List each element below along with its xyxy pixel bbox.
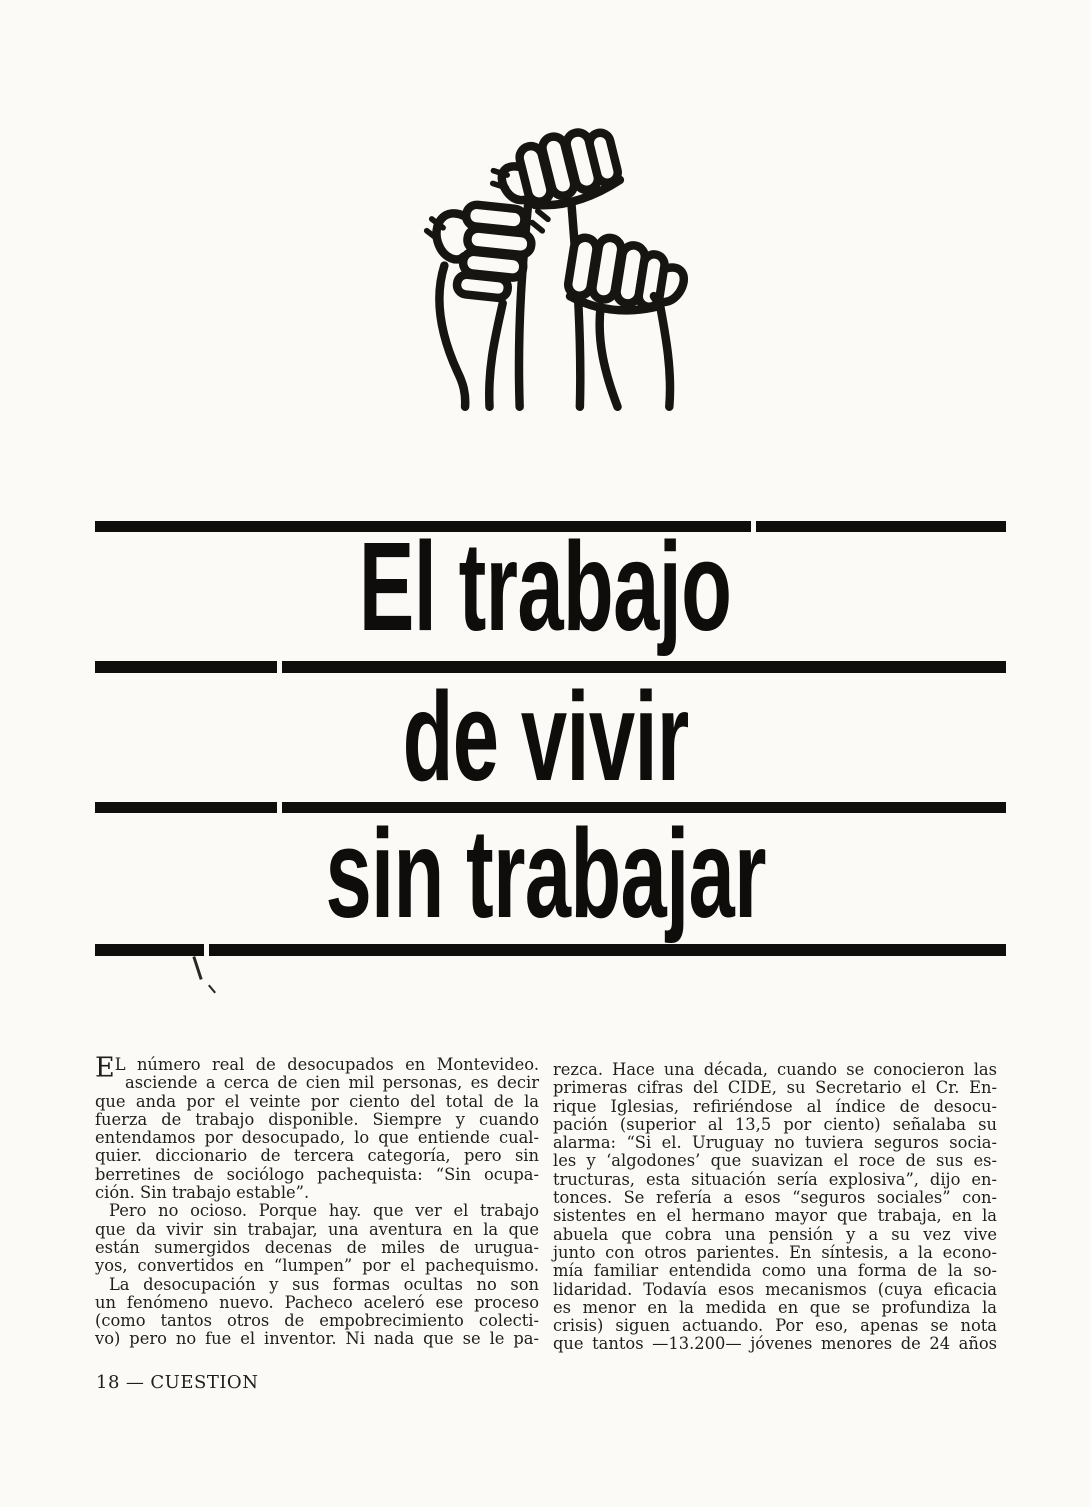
body-text-line: que da vivir sin trabajar, una aventura en la que xyxy=(95,1219,539,1239)
body-text-line: (como tantos otros de empobrecimiento colecti- xyxy=(95,1311,539,1331)
print-artifact-tick xyxy=(192,956,202,980)
headline-text: de vivir xyxy=(402,666,689,807)
body-text-line: fuerza de trabajo disponible. Siempre y cuando xyxy=(95,1109,539,1129)
footer-separator: — xyxy=(125,1372,145,1393)
headline-text: El trabajo xyxy=(359,516,732,657)
body-text-line: les y ‘algodones’ que suavizan el roce de sus es- xyxy=(553,1151,997,1171)
body-text-line: Pero no ocioso. Porque hay. que ver el trabajo xyxy=(109,1201,539,1221)
article-column-left xyxy=(95,1052,539,1349)
body-text-line: crisis) siguen actuando. Por eso, apenas se nota xyxy=(553,1316,997,1336)
body-text-line: EL número real de desocupados en Montevideo. xyxy=(95,1052,539,1084)
body-text-line: tructuras, esta situación sería explosiva”, dijo en- xyxy=(553,1169,997,1189)
headline-line-1 xyxy=(0,513,1091,660)
drop-cap-initial: E xyxy=(95,1052,115,1084)
body-text-line: vo) pero no fue el inventor. Ni nada que se le pa- xyxy=(95,1329,539,1349)
body-text-line: ción. Sin trabajo estable”. xyxy=(95,1183,310,1203)
body-text-line: mía familiar entendida como una forma de la so- xyxy=(553,1261,997,1281)
body-text-line: rezca. Hace una década, cuando se conocieron las xyxy=(553,1060,997,1079)
body-text-line: quier. diccionario de tercera categoría, pero sin xyxy=(95,1146,539,1166)
body-text-line: están sumergidos decenas de miles de urugua- xyxy=(95,1237,539,1257)
body-text-line: que tantos —13.200— jóvenes menores de 24 años xyxy=(553,1334,997,1354)
headline-text: sin trabajar xyxy=(325,803,766,944)
body-text-line: que anda por el veinte por ciento del total de la xyxy=(95,1091,539,1111)
body-text-line: asciende a cerca de cien mil personas, es decir xyxy=(125,1073,539,1093)
body-text-line: abuela que cobra una pensión y a su vez vive xyxy=(553,1224,997,1244)
body-text-line: La desocupación y sus formas ocultas no son xyxy=(109,1274,539,1294)
magazine-name: CUESTION xyxy=(150,1372,259,1393)
body-text-line: berretines de sociólogo pachequista: “Sin ocupa- xyxy=(95,1164,539,1184)
body-text-line: pación (superior al 13,5 por ciento) señalaba su xyxy=(553,1114,997,1134)
body-text-line: un fenómeno nuevo. Pacheco aceleró ese proceso xyxy=(95,1292,539,1312)
body-text-line: rique Iglesias, refiriéndose al índice de desocu- xyxy=(553,1096,997,1116)
body-text-line: es menor en la medida en que se profundiza la xyxy=(553,1297,997,1317)
body-text-line: junto con otros parientes. En síntesis, a la econo- xyxy=(553,1242,997,1262)
headline-line-3 xyxy=(0,800,1091,947)
article-column-right xyxy=(553,1061,997,1354)
page-number: 18 xyxy=(96,1372,120,1393)
headline-line-2 xyxy=(0,663,1091,810)
body-text-line: lidaridad. Todavía esos mecanismos (cuya eficacia xyxy=(553,1279,997,1299)
three-fists-illustration xyxy=(386,100,706,418)
body-text-line: entendamos por desocupado, lo que entiende cual- xyxy=(95,1128,539,1148)
body-text-line: yos, convertidos en “lumpen” por el pachequismo. xyxy=(95,1256,539,1276)
body-text-line: alarma: “Si el. Uruguay no tuviera seguros socia- xyxy=(553,1133,997,1153)
body-text-line: tonces. Se refería a esos “seguros sociales” con- xyxy=(553,1188,997,1208)
page-footer xyxy=(96,1372,264,1393)
body-text-line: sistentes en el hermano mayor que trabaja, en la xyxy=(553,1206,997,1226)
print-artifact-tick xyxy=(208,985,216,994)
body-text-line: primeras cifras del CIDE, su Secretario el Cr. En- xyxy=(553,1078,997,1098)
